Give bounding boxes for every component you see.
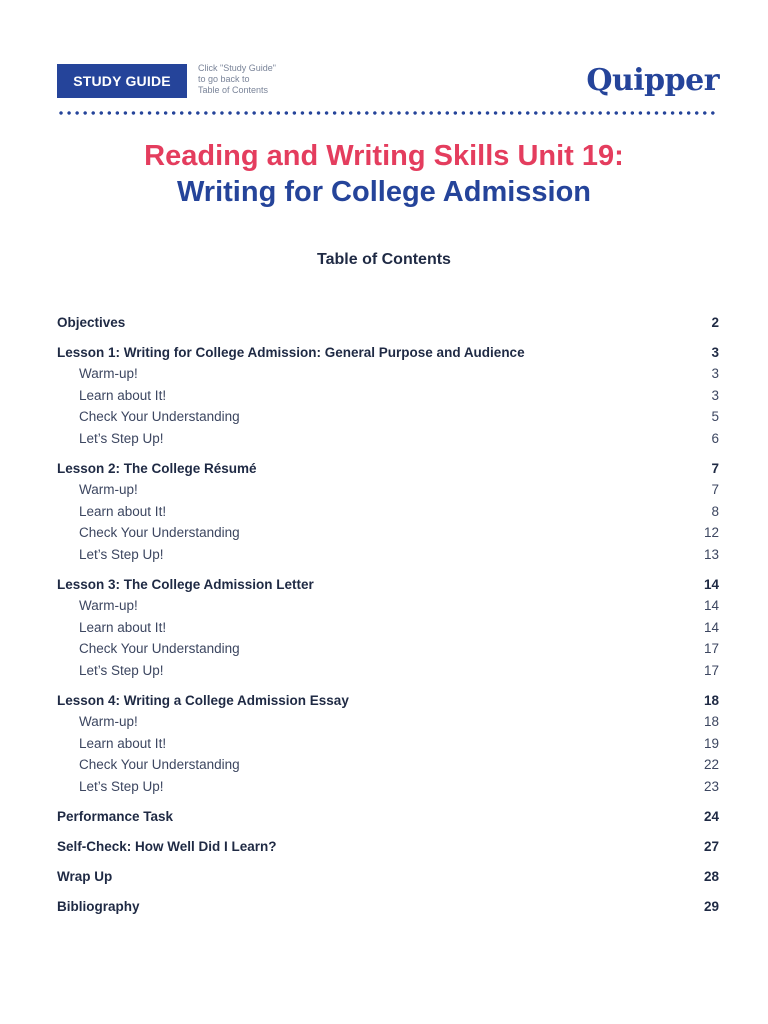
toc-entry[interactable] <box>57 457 719 479</box>
toc-entry-label: Wrap Up <box>57 868 113 884</box>
toc-spacer <box>57 887 719 895</box>
toc-page-number: 3 <box>711 344 719 360</box>
toc-page-number: 17 <box>703 641 719 657</box>
toc-subentry[interactable] <box>57 617 719 639</box>
toc-page-number: 19 <box>703 735 719 751</box>
toc-entry-label: Warm-up! <box>79 366 138 382</box>
toc-page-number: 8 <box>711 503 719 519</box>
toc-entry[interactable] <box>57 805 719 827</box>
toc-subentry[interactable] <box>57 363 719 385</box>
toc-page-number: 22 <box>703 757 719 773</box>
toc-entry[interactable] <box>57 835 719 857</box>
toc-spacer <box>57 797 719 805</box>
toc-subentry[interactable] <box>57 595 719 617</box>
hint-line: to go back to <box>198 74 250 84</box>
toc-page-number: 14 <box>703 619 719 635</box>
toc-page-number: 14 <box>703 576 719 592</box>
title-line-1: Reading and Writing Skills Unit 19: <box>144 140 624 172</box>
toc-page-number: 28 <box>703 868 719 884</box>
toc-entry-label: Learn about It! <box>79 735 167 751</box>
toc-entry[interactable] <box>57 689 719 711</box>
toc-page-number: 2 <box>711 314 719 330</box>
toc-page-number: 12 <box>703 525 719 541</box>
toc-spacer <box>57 449 719 457</box>
toc-entry-label: Lesson 2: The College Résumé <box>57 460 257 476</box>
toc-entry-label: Check Your Understanding <box>79 409 240 425</box>
toc-page-number: 7 <box>711 482 719 498</box>
toc-subentry[interactable] <box>57 711 719 733</box>
toc-entry-label: Learn about It! <box>79 387 167 403</box>
toc-subentry[interactable] <box>57 638 719 660</box>
toc-subentry[interactable] <box>57 544 719 566</box>
toc-entry-label: Let’s Step Up! <box>79 430 164 446</box>
toc-page-number: 18 <box>703 692 719 708</box>
toc-page-number: 5 <box>711 409 719 425</box>
toc-subentry[interactable] <box>57 660 719 682</box>
toc-spacer <box>57 333 719 341</box>
toc-entry-label: Let’s Step Up! <box>79 778 164 794</box>
toc-spacer <box>57 857 719 865</box>
toc-subentry[interactable] <box>57 776 719 798</box>
toc-page-number: 18 <box>703 714 719 730</box>
page-header <box>57 62 719 102</box>
toc-page-number: 6 <box>711 430 719 446</box>
toc-entry-label: Performance Task <box>57 808 174 824</box>
toc-subentry[interactable] <box>57 522 719 544</box>
toc-subentry[interactable] <box>57 733 719 755</box>
toc-entry-label: Learn about It! <box>79 503 167 519</box>
toc-page-number: 27 <box>703 838 719 854</box>
study-guide-button[interactable] <box>57 64 187 98</box>
study-guide-hint <box>198 63 308 96</box>
toc-page-number: 7 <box>711 460 719 476</box>
table-of-contents <box>57 311 719 917</box>
toc-subentry[interactable] <box>57 479 719 501</box>
toc-subentry[interactable] <box>57 406 719 428</box>
toc-spacer <box>57 827 719 835</box>
toc-page-number: 14 <box>703 598 719 614</box>
toc-entry[interactable] <box>57 573 719 595</box>
toc-subentry[interactable] <box>57 428 719 450</box>
hint-line: Click "Study Guide" <box>198 63 276 73</box>
toc-page-number: 3 <box>711 387 719 403</box>
toc-entry-label: Warm-up! <box>79 714 138 730</box>
toc-subentry[interactable] <box>57 754 719 776</box>
toc-entry-label: Bibliography <box>57 898 140 914</box>
toc-spacer <box>57 565 719 573</box>
title-line-2: Writing for College Admission <box>176 176 592 208</box>
toc-entry-label: Check Your Understanding <box>79 757 240 773</box>
toc-entry-label: Let’s Step Up! <box>79 546 164 562</box>
toc-entry-label: Check Your Understanding <box>79 641 240 657</box>
toc-spacer <box>57 681 719 689</box>
document-title <box>0 138 768 210</box>
toc-entry-label: Let’s Step Up! <box>79 662 164 678</box>
toc-entry-label: Objectives <box>57 314 126 330</box>
toc-heading: Table of Contents <box>317 251 451 268</box>
toc-entry[interactable] <box>57 895 719 917</box>
hint-line: Table of Contents <box>198 85 269 95</box>
toc-page-number: 13 <box>703 546 719 562</box>
toc-entry-label: Lesson 3: The College Admission Letter <box>57 576 314 592</box>
toc-page-number: 24 <box>703 808 719 824</box>
toc-page-number: 29 <box>703 898 719 914</box>
toc-entry-label: Lesson 4: Writing a College Admission Essay <box>57 692 349 708</box>
toc-page-number: 23 <box>703 778 719 794</box>
toc-entry[interactable] <box>57 341 719 363</box>
quipper-logo: Quipper <box>586 63 719 98</box>
toc-subentry[interactable] <box>57 501 719 523</box>
toc-entry-label: Warm-up! <box>79 482 138 498</box>
toc-subentry[interactable] <box>57 385 719 407</box>
toc-entry-label: Lesson 1: Writing for College Admission: General Purpose and Audience <box>57 344 525 360</box>
toc-entry-label: Self-Check: How Well Did I Learn? <box>57 838 277 854</box>
toc-entry-label: Warm-up! <box>79 598 138 614</box>
toc-entry-label: Check Your Understanding <box>79 525 240 541</box>
toc-entry-label: Learn about It! <box>79 619 167 635</box>
study-guide-label: STUDY GUIDE <box>73 73 171 89</box>
toc-entry[interactable] <box>57 311 719 333</box>
toc-entry[interactable] <box>57 865 719 887</box>
dotted-divider <box>57 111 719 115</box>
toc-page-number: 3 <box>711 366 719 382</box>
toc-page-number: 17 <box>703 662 719 678</box>
